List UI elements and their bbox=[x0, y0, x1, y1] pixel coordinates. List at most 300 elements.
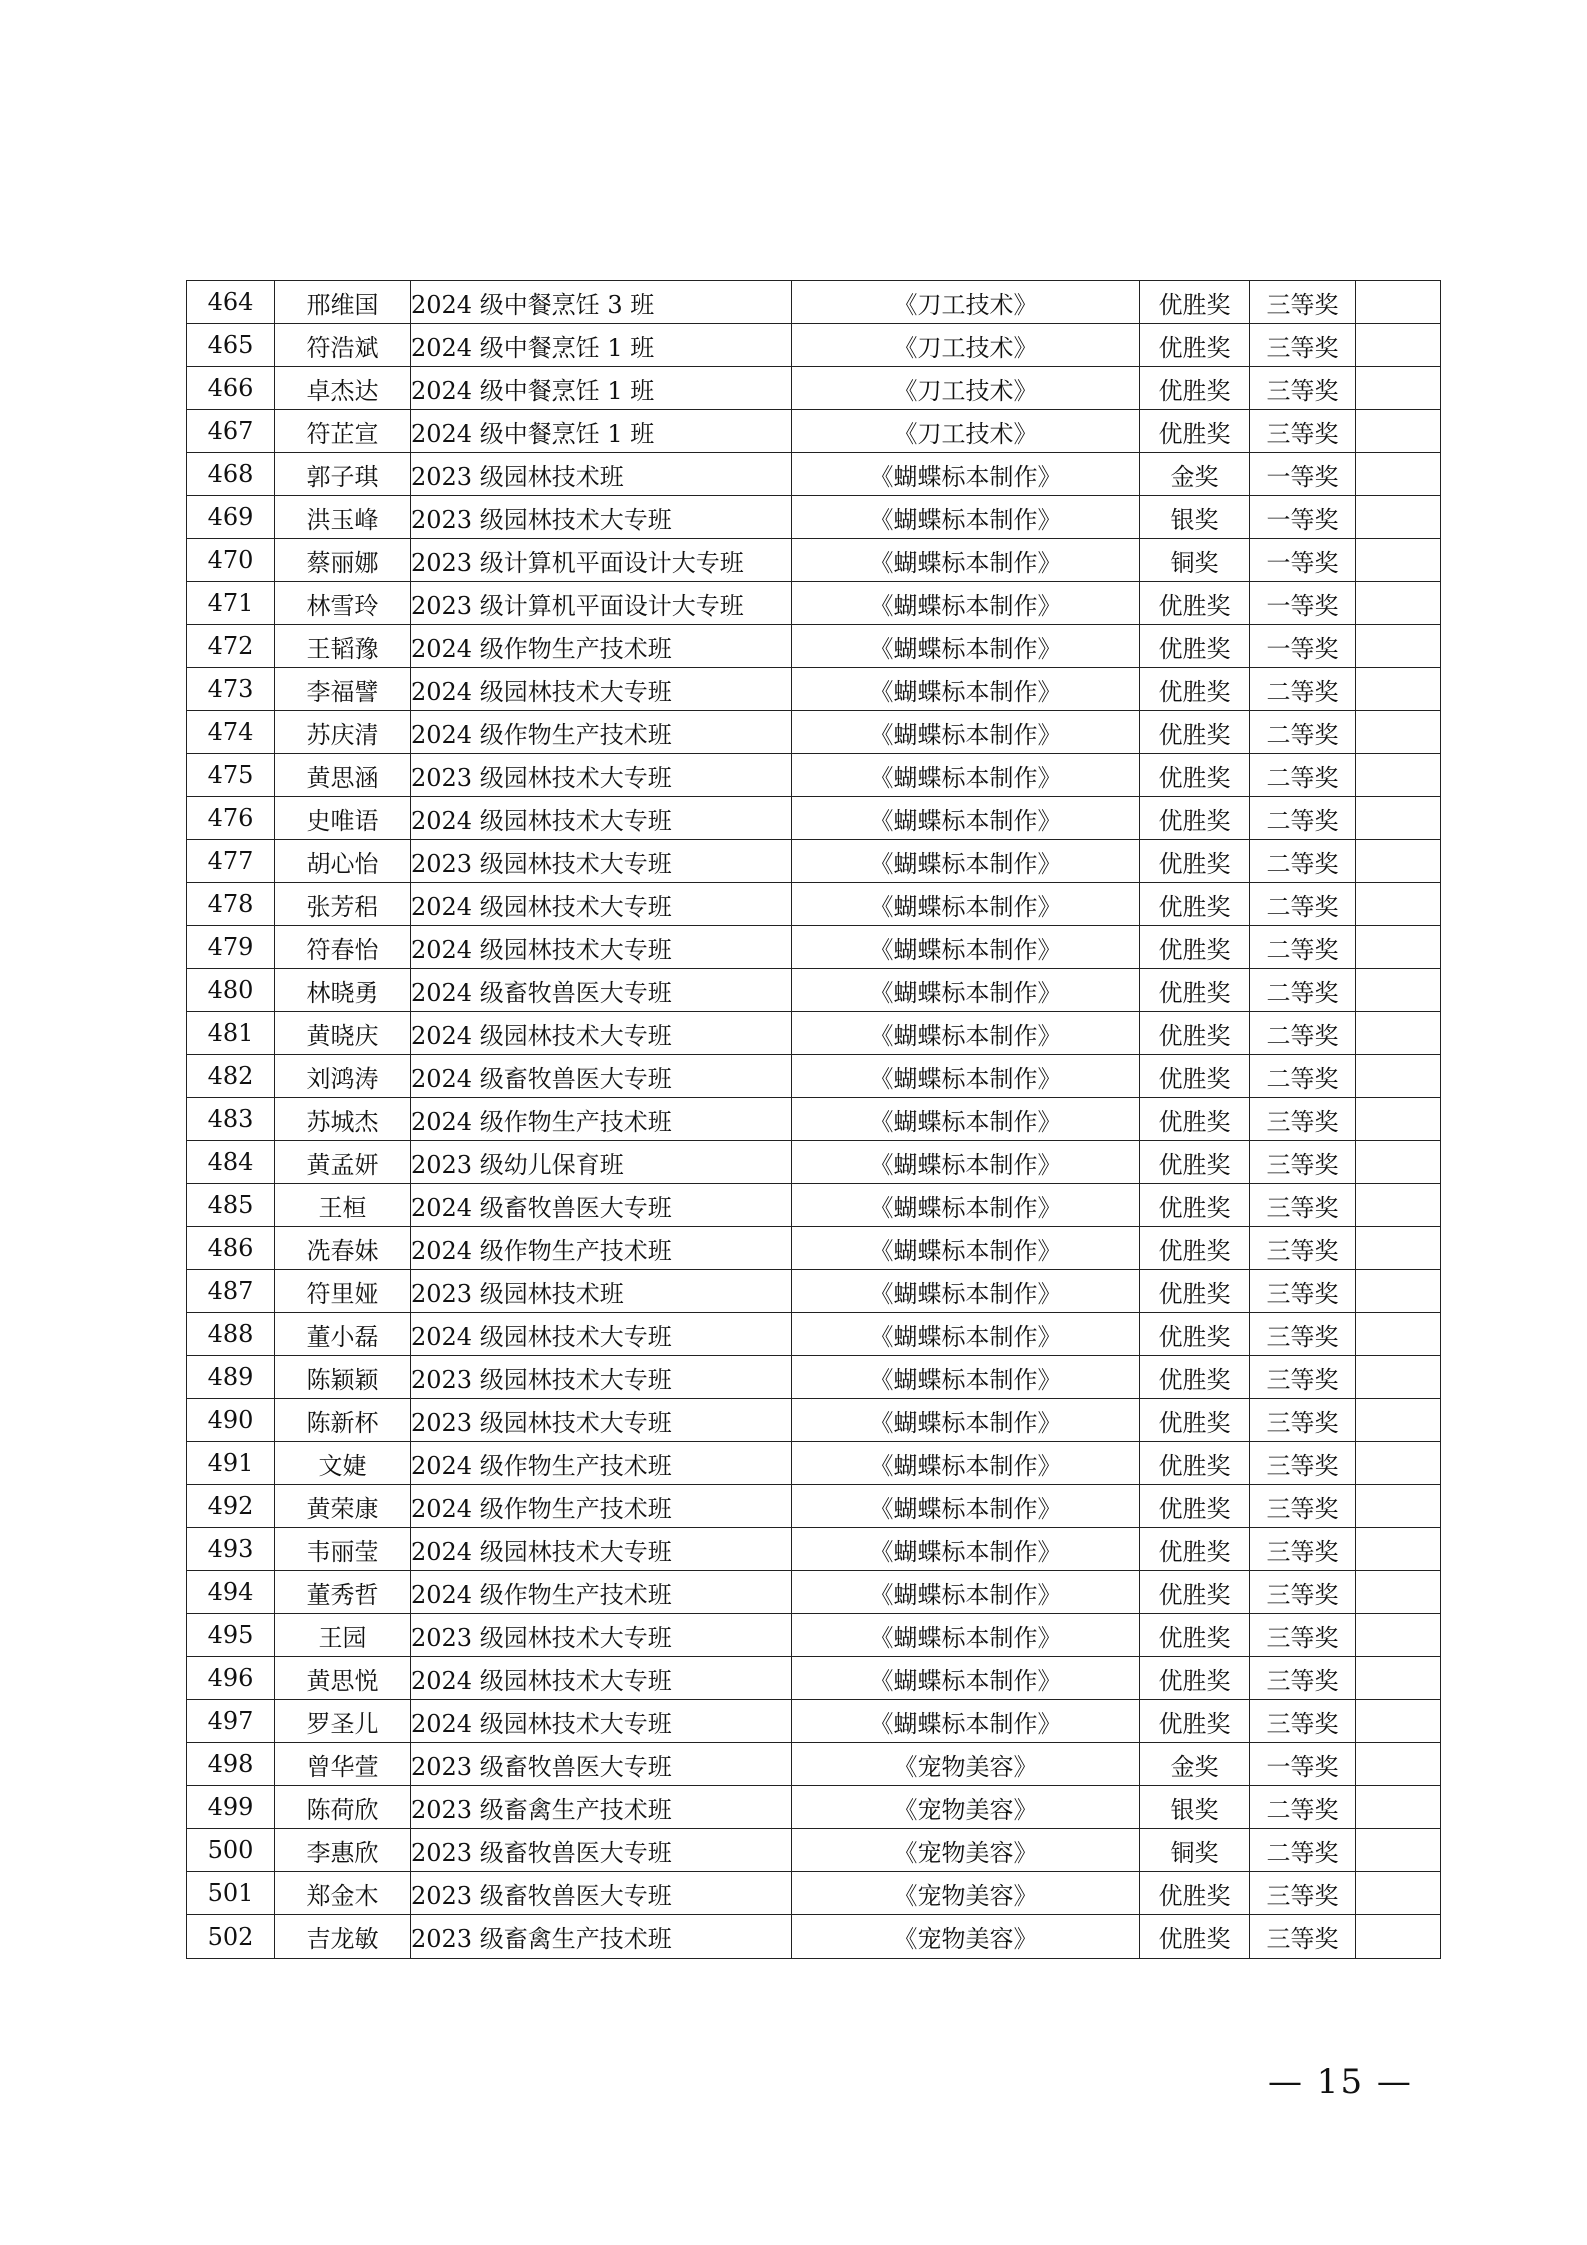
prize-grade: 三等奖 bbox=[1250, 1872, 1356, 1915]
table-row bbox=[187, 1571, 1441, 1614]
row-number: 496 bbox=[187, 1657, 275, 1700]
award-level: 优胜奖 bbox=[1140, 1657, 1250, 1700]
student-name: 林雪玲 bbox=[275, 582, 411, 625]
table-body bbox=[187, 281, 1441, 1959]
award-level: 优胜奖 bbox=[1140, 1270, 1250, 1313]
project-title: 《刀工技术》 bbox=[792, 281, 1140, 324]
class-name: 2024 级园林技术大专班 bbox=[411, 668, 792, 711]
class-name: 2023 级园林技术班 bbox=[411, 1270, 792, 1313]
prize-grade: 二等奖 bbox=[1250, 1786, 1356, 1829]
student-name: 陈荷欣 bbox=[275, 1786, 411, 1829]
award-level: 优胜奖 bbox=[1140, 883, 1250, 926]
project-title: 《刀工技术》 bbox=[792, 367, 1140, 410]
row-number: 464 bbox=[187, 281, 275, 324]
prize-grade: 二等奖 bbox=[1250, 668, 1356, 711]
remarks-cell bbox=[1356, 1700, 1441, 1743]
table-row bbox=[187, 453, 1441, 496]
table-row bbox=[187, 668, 1441, 711]
class-name: 2023 级园林技术大专班 bbox=[411, 1614, 792, 1657]
class-name: 2024 级中餐烹饪 1 班 bbox=[411, 410, 792, 453]
award-level: 优胜奖 bbox=[1140, 1012, 1250, 1055]
prize-grade: 一等奖 bbox=[1250, 453, 1356, 496]
class-name: 2024 级园林技术大专班 bbox=[411, 926, 792, 969]
student-name: 王桓 bbox=[275, 1184, 411, 1227]
table-row bbox=[187, 1184, 1441, 1227]
award-level: 优胜奖 bbox=[1140, 1915, 1250, 1959]
row-number: 478 bbox=[187, 883, 275, 926]
prize-grade: 三等奖 bbox=[1250, 1399, 1356, 1442]
student-name: 陈新杯 bbox=[275, 1399, 411, 1442]
table-row bbox=[187, 1700, 1441, 1743]
prize-grade: 三等奖 bbox=[1250, 1270, 1356, 1313]
remarks-cell bbox=[1356, 367, 1441, 410]
table-row bbox=[187, 1485, 1441, 1528]
student-name: 陈颖颖 bbox=[275, 1356, 411, 1399]
class-name: 2023 级畜牧兽医大专班 bbox=[411, 1829, 792, 1872]
student-name: 曾华萱 bbox=[275, 1743, 411, 1786]
award-level: 优胜奖 bbox=[1140, 1614, 1250, 1657]
row-number: 490 bbox=[187, 1399, 275, 1442]
remarks-cell bbox=[1356, 883, 1441, 926]
remarks-cell bbox=[1356, 1356, 1441, 1399]
class-name: 2024 级中餐烹饪 1 班 bbox=[411, 324, 792, 367]
row-number: 472 bbox=[187, 625, 275, 668]
remarks-cell bbox=[1356, 1055, 1441, 1098]
award-level: 优胜奖 bbox=[1140, 1184, 1250, 1227]
remarks-cell bbox=[1356, 496, 1441, 539]
remarks-cell bbox=[1356, 1485, 1441, 1528]
award-level: 优胜奖 bbox=[1140, 797, 1250, 840]
remarks-cell bbox=[1356, 539, 1441, 582]
row-number: 469 bbox=[187, 496, 275, 539]
row-number: 492 bbox=[187, 1485, 275, 1528]
remarks-cell bbox=[1356, 711, 1441, 754]
prize-grade: 三等奖 bbox=[1250, 324, 1356, 367]
table-row bbox=[187, 1528, 1441, 1571]
remarks-cell bbox=[1356, 1227, 1441, 1270]
class-name: 2023 级畜禽生产技术班 bbox=[411, 1786, 792, 1829]
class-name: 2024 级作物生产技术班 bbox=[411, 1442, 792, 1485]
remarks-cell bbox=[1356, 926, 1441, 969]
table-row bbox=[187, 797, 1441, 840]
row-number: 476 bbox=[187, 797, 275, 840]
class-name: 2024 级中餐烹饪 1 班 bbox=[411, 367, 792, 410]
project-title: 《宠物美容》 bbox=[792, 1872, 1140, 1915]
award-level: 优胜奖 bbox=[1140, 1528, 1250, 1571]
row-number: 480 bbox=[187, 969, 275, 1012]
class-name: 2024 级园林技术大专班 bbox=[411, 1528, 792, 1571]
project-title: 《蝴蝶标本制作》 bbox=[792, 1614, 1140, 1657]
project-title: 《蝴蝶标本制作》 bbox=[792, 539, 1140, 582]
student-name: 卓杰达 bbox=[275, 367, 411, 410]
student-name: 苏城杰 bbox=[275, 1098, 411, 1141]
remarks-cell bbox=[1356, 1571, 1441, 1614]
row-number: 485 bbox=[187, 1184, 275, 1227]
table-row bbox=[187, 367, 1441, 410]
class-name: 2024 级园林技术大专班 bbox=[411, 797, 792, 840]
remarks-cell bbox=[1356, 1098, 1441, 1141]
student-name: 黄晓庆 bbox=[275, 1012, 411, 1055]
class-name: 2024 级园林技术大专班 bbox=[411, 1313, 792, 1356]
remarks-cell bbox=[1356, 840, 1441, 883]
class-name: 2024 级园林技术大专班 bbox=[411, 1700, 792, 1743]
class-name: 2024 级作物生产技术班 bbox=[411, 711, 792, 754]
award-level: 优胜奖 bbox=[1140, 410, 1250, 453]
prize-grade: 三等奖 bbox=[1250, 1915, 1356, 1959]
row-number: 501 bbox=[187, 1872, 275, 1915]
remarks-cell bbox=[1356, 1915, 1441, 1959]
student-name: 罗圣儿 bbox=[275, 1700, 411, 1743]
prize-grade: 二等奖 bbox=[1250, 711, 1356, 754]
remarks-cell bbox=[1356, 582, 1441, 625]
prize-grade: 三等奖 bbox=[1250, 1227, 1356, 1270]
student-name: 邢维国 bbox=[275, 281, 411, 324]
table-row bbox=[187, 324, 1441, 367]
student-name: 林晓勇 bbox=[275, 969, 411, 1012]
remarks-cell bbox=[1356, 1528, 1441, 1571]
table-row bbox=[187, 1829, 1441, 1872]
award-level: 优胜奖 bbox=[1140, 969, 1250, 1012]
row-number: 470 bbox=[187, 539, 275, 582]
prize-grade: 三等奖 bbox=[1250, 1098, 1356, 1141]
student-name: 黄孟妍 bbox=[275, 1141, 411, 1184]
row-number: 481 bbox=[187, 1012, 275, 1055]
class-name: 2023 级园林技术大专班 bbox=[411, 754, 792, 797]
remarks-cell bbox=[1356, 453, 1441, 496]
class-name: 2024 级园林技术大专班 bbox=[411, 1657, 792, 1700]
table-row bbox=[187, 1786, 1441, 1829]
student-name: 韦丽莹 bbox=[275, 1528, 411, 1571]
remarks-cell bbox=[1356, 1313, 1441, 1356]
prize-grade: 二等奖 bbox=[1250, 1012, 1356, 1055]
student-name: 郑金木 bbox=[275, 1872, 411, 1915]
row-number: 466 bbox=[187, 367, 275, 410]
row-number: 495 bbox=[187, 1614, 275, 1657]
project-title: 《蝴蝶标本制作》 bbox=[792, 1270, 1140, 1313]
award-level: 优胜奖 bbox=[1140, 711, 1250, 754]
class-name: 2023 级园林技术大专班 bbox=[411, 1399, 792, 1442]
row-number: 499 bbox=[187, 1786, 275, 1829]
student-name: 黄思涵 bbox=[275, 754, 411, 797]
prize-grade: 三等奖 bbox=[1250, 1141, 1356, 1184]
prize-grade: 三等奖 bbox=[1250, 1485, 1356, 1528]
project-title: 《蝴蝶标本制作》 bbox=[792, 754, 1140, 797]
prize-grade: 三等奖 bbox=[1250, 1442, 1356, 1485]
table-row bbox=[187, 625, 1441, 668]
award-table bbox=[186, 280, 1441, 1959]
row-number: 465 bbox=[187, 324, 275, 367]
class-name: 2023 级畜禽生产技术班 bbox=[411, 1915, 792, 1959]
award-level: 优胜奖 bbox=[1140, 926, 1250, 969]
table-row bbox=[187, 711, 1441, 754]
student-name: 黄思悦 bbox=[275, 1657, 411, 1700]
row-number: 482 bbox=[187, 1055, 275, 1098]
project-title: 《蝴蝶标本制作》 bbox=[792, 668, 1140, 711]
award-level: 优胜奖 bbox=[1140, 1399, 1250, 1442]
class-name: 2023 级幼儿保育班 bbox=[411, 1141, 792, 1184]
table-row bbox=[187, 754, 1441, 797]
class-name: 2024 级作物生产技术班 bbox=[411, 1485, 792, 1528]
prize-grade: 三等奖 bbox=[1250, 1614, 1356, 1657]
remarks-cell bbox=[1356, 625, 1441, 668]
prize-grade: 一等奖 bbox=[1250, 1743, 1356, 1786]
row-number: 489 bbox=[187, 1356, 275, 1399]
class-name: 2023 级园林技术班 bbox=[411, 453, 792, 496]
row-number: 498 bbox=[187, 1743, 275, 1786]
project-title: 《蝴蝶标本制作》 bbox=[792, 496, 1140, 539]
remarks-cell bbox=[1356, 1184, 1441, 1227]
prize-grade: 一等奖 bbox=[1250, 496, 1356, 539]
award-level: 金奖 bbox=[1140, 1743, 1250, 1786]
project-title: 《宠物美容》 bbox=[792, 1743, 1140, 1786]
award-level: 优胜奖 bbox=[1140, 1227, 1250, 1270]
class-name: 2024 级作物生产技术班 bbox=[411, 1571, 792, 1614]
project-title: 《蝴蝶标本制作》 bbox=[792, 926, 1140, 969]
project-title: 《蝴蝶标本制作》 bbox=[792, 1657, 1140, 1700]
remarks-cell bbox=[1356, 754, 1441, 797]
page-number: — 15 — bbox=[1268, 2062, 1413, 2102]
remarks-cell bbox=[1356, 281, 1441, 324]
class-name: 2024 级作物生产技术班 bbox=[411, 1098, 792, 1141]
student-name: 张芳稆 bbox=[275, 883, 411, 926]
award-level: 优胜奖 bbox=[1140, 281, 1250, 324]
award-level: 优胜奖 bbox=[1140, 668, 1250, 711]
class-name: 2023 级园林技术大专班 bbox=[411, 840, 792, 883]
row-number: 486 bbox=[187, 1227, 275, 1270]
student-name: 史唯语 bbox=[275, 797, 411, 840]
prize-grade: 二等奖 bbox=[1250, 840, 1356, 883]
student-name: 符浩斌 bbox=[275, 324, 411, 367]
remarks-cell bbox=[1356, 410, 1441, 453]
student-name: 刘鸿涛 bbox=[275, 1055, 411, 1098]
award-level: 优胜奖 bbox=[1140, 582, 1250, 625]
student-name: 李惠欣 bbox=[275, 1829, 411, 1872]
prize-grade: 二等奖 bbox=[1250, 969, 1356, 1012]
remarks-cell bbox=[1356, 1743, 1441, 1786]
row-number: 477 bbox=[187, 840, 275, 883]
class-name: 2024 级作物生产技术班 bbox=[411, 1227, 792, 1270]
award-level: 优胜奖 bbox=[1140, 1571, 1250, 1614]
project-title: 《蝴蝶标本制作》 bbox=[792, 797, 1140, 840]
class-name: 2023 级计算机平面设计大专班 bbox=[411, 539, 792, 582]
class-name: 2023 级园林技术大专班 bbox=[411, 496, 792, 539]
award-level: 优胜奖 bbox=[1140, 1700, 1250, 1743]
student-name: 黄荣康 bbox=[275, 1485, 411, 1528]
remarks-cell bbox=[1356, 1872, 1441, 1915]
student-name: 苏庆清 bbox=[275, 711, 411, 754]
remarks-cell bbox=[1356, 1442, 1441, 1485]
remarks-cell bbox=[1356, 797, 1441, 840]
prize-grade: 三等奖 bbox=[1250, 1313, 1356, 1356]
student-name: 董小磊 bbox=[275, 1313, 411, 1356]
remarks-cell bbox=[1356, 1270, 1441, 1313]
project-title: 《刀工技术》 bbox=[792, 324, 1140, 367]
table-row bbox=[187, 281, 1441, 324]
award-level: 银奖 bbox=[1140, 1786, 1250, 1829]
table-row bbox=[187, 582, 1441, 625]
prize-grade: 三等奖 bbox=[1250, 1184, 1356, 1227]
project-title: 《蝴蝶标本制作》 bbox=[792, 1141, 1140, 1184]
table-row bbox=[187, 1872, 1441, 1915]
award-level: 优胜奖 bbox=[1140, 1098, 1250, 1141]
project-title: 《蝴蝶标本制作》 bbox=[792, 840, 1140, 883]
class-name: 2023 级畜牧兽医大专班 bbox=[411, 1743, 792, 1786]
project-title: 《蝴蝶标本制作》 bbox=[792, 625, 1140, 668]
class-name: 2024 级园林技术大专班 bbox=[411, 1012, 792, 1055]
table-row bbox=[187, 926, 1441, 969]
student-name: 符芷宣 bbox=[275, 410, 411, 453]
table-row bbox=[187, 1399, 1441, 1442]
prize-grade: 三等奖 bbox=[1250, 1528, 1356, 1571]
student-name: 王园 bbox=[275, 1614, 411, 1657]
project-title: 《蝴蝶标本制作》 bbox=[792, 969, 1140, 1012]
row-number: 502 bbox=[187, 1915, 275, 1959]
table-row bbox=[187, 1614, 1441, 1657]
project-title: 《宠物美容》 bbox=[792, 1786, 1140, 1829]
prize-grade: 二等奖 bbox=[1250, 1055, 1356, 1098]
prize-grade: 三等奖 bbox=[1250, 367, 1356, 410]
prize-grade: 三等奖 bbox=[1250, 1571, 1356, 1614]
row-number: 467 bbox=[187, 410, 275, 453]
award-level: 铜奖 bbox=[1140, 539, 1250, 582]
class-name: 2024 级园林技术大专班 bbox=[411, 883, 792, 926]
class-name: 2024 级中餐烹饪 3 班 bbox=[411, 281, 792, 324]
award-level: 优胜奖 bbox=[1140, 625, 1250, 668]
table-row bbox=[187, 1141, 1441, 1184]
award-level: 优胜奖 bbox=[1140, 1313, 1250, 1356]
row-number: 500 bbox=[187, 1829, 275, 1872]
student-name: 郭子琪 bbox=[275, 453, 411, 496]
row-number: 471 bbox=[187, 582, 275, 625]
remarks-cell bbox=[1356, 1399, 1441, 1442]
table-row bbox=[187, 1442, 1441, 1485]
table-row bbox=[187, 1227, 1441, 1270]
prize-grade: 一等奖 bbox=[1250, 625, 1356, 668]
prize-grade: 二等奖 bbox=[1250, 1829, 1356, 1872]
project-title: 《蝴蝶标本制作》 bbox=[792, 453, 1140, 496]
project-title: 《蝴蝶标本制作》 bbox=[792, 1399, 1140, 1442]
prize-grade: 二等奖 bbox=[1250, 883, 1356, 926]
award-level: 优胜奖 bbox=[1140, 1141, 1250, 1184]
table-row bbox=[187, 1743, 1441, 1786]
prize-grade: 二等奖 bbox=[1250, 754, 1356, 797]
project-title: 《刀工技术》 bbox=[792, 410, 1140, 453]
prize-grade: 三等奖 bbox=[1250, 1657, 1356, 1700]
prize-grade: 二等奖 bbox=[1250, 926, 1356, 969]
class-name: 2024 级畜牧兽医大专班 bbox=[411, 969, 792, 1012]
table-row bbox=[187, 410, 1441, 453]
student-name: 李福譬 bbox=[275, 668, 411, 711]
project-title: 《蝴蝶标本制作》 bbox=[792, 1227, 1140, 1270]
table-row bbox=[187, 1012, 1441, 1055]
project-title: 《宠物美容》 bbox=[792, 1915, 1140, 1959]
remarks-cell bbox=[1356, 1657, 1441, 1700]
student-name: 冼春妹 bbox=[275, 1227, 411, 1270]
student-name: 文婕 bbox=[275, 1442, 411, 1485]
table-row bbox=[187, 1356, 1441, 1399]
remarks-cell bbox=[1356, 1141, 1441, 1184]
award-level: 优胜奖 bbox=[1140, 840, 1250, 883]
prize-grade: 三等奖 bbox=[1250, 1700, 1356, 1743]
class-name: 2024 级畜牧兽医大专班 bbox=[411, 1055, 792, 1098]
table-row bbox=[187, 1098, 1441, 1141]
remarks-cell bbox=[1356, 1829, 1441, 1872]
project-title: 《蝴蝶标本制作》 bbox=[792, 1012, 1140, 1055]
student-name: 蔡丽娜 bbox=[275, 539, 411, 582]
project-title: 《蝴蝶标本制作》 bbox=[792, 711, 1140, 754]
remarks-cell bbox=[1356, 668, 1441, 711]
prize-grade: 一等奖 bbox=[1250, 539, 1356, 582]
award-level: 铜奖 bbox=[1140, 1829, 1250, 1872]
project-title: 《蝴蝶标本制作》 bbox=[792, 582, 1140, 625]
award-level: 优胜奖 bbox=[1140, 1442, 1250, 1485]
student-name: 王韬豫 bbox=[275, 625, 411, 668]
project-title: 《蝴蝶标本制作》 bbox=[792, 1184, 1140, 1227]
remarks-cell bbox=[1356, 969, 1441, 1012]
class-name: 2024 级作物生产技术班 bbox=[411, 625, 792, 668]
project-title: 《蝴蝶标本制作》 bbox=[792, 883, 1140, 926]
row-number: 487 bbox=[187, 1270, 275, 1313]
row-number: 479 bbox=[187, 926, 275, 969]
award-level: 优胜奖 bbox=[1140, 324, 1250, 367]
remarks-cell bbox=[1356, 1012, 1441, 1055]
row-number: 484 bbox=[187, 1141, 275, 1184]
row-number: 473 bbox=[187, 668, 275, 711]
prize-grade: 一等奖 bbox=[1250, 582, 1356, 625]
table-row bbox=[187, 840, 1441, 883]
class-name: 2024 级畜牧兽医大专班 bbox=[411, 1184, 792, 1227]
row-number: 475 bbox=[187, 754, 275, 797]
project-title: 《蝴蝶标本制作》 bbox=[792, 1571, 1140, 1614]
class-name: 2023 级畜牧兽医大专班 bbox=[411, 1872, 792, 1915]
table-row bbox=[187, 1055, 1441, 1098]
table-row bbox=[187, 496, 1441, 539]
row-number: 488 bbox=[187, 1313, 275, 1356]
remarks-cell bbox=[1356, 1614, 1441, 1657]
table-row bbox=[187, 883, 1441, 926]
award-level: 优胜奖 bbox=[1140, 1872, 1250, 1915]
student-name: 胡心怡 bbox=[275, 840, 411, 883]
row-number: 474 bbox=[187, 711, 275, 754]
project-title: 《蝴蝶标本制作》 bbox=[792, 1098, 1140, 1141]
award-level: 优胜奖 bbox=[1140, 1356, 1250, 1399]
prize-grade: 三等奖 bbox=[1250, 281, 1356, 324]
student-name: 洪玉峰 bbox=[275, 496, 411, 539]
project-title: 《蝴蝶标本制作》 bbox=[792, 1528, 1140, 1571]
award-level: 金奖 bbox=[1140, 453, 1250, 496]
student-name: 符里娅 bbox=[275, 1270, 411, 1313]
row-number: 493 bbox=[187, 1528, 275, 1571]
table-row bbox=[187, 1270, 1441, 1313]
table-row bbox=[187, 1657, 1441, 1700]
award-level: 优胜奖 bbox=[1140, 754, 1250, 797]
project-title: 《蝴蝶标本制作》 bbox=[792, 1356, 1140, 1399]
project-title: 《蝴蝶标本制作》 bbox=[792, 1700, 1140, 1743]
project-title: 《蝴蝶标本制作》 bbox=[792, 1485, 1140, 1528]
prize-grade: 三等奖 bbox=[1250, 410, 1356, 453]
class-name: 2023 级园林技术大专班 bbox=[411, 1356, 792, 1399]
project-title: 《宠物美容》 bbox=[792, 1829, 1140, 1872]
remarks-cell bbox=[1356, 324, 1441, 367]
award-level: 优胜奖 bbox=[1140, 1485, 1250, 1528]
class-name: 2023 级计算机平面设计大专班 bbox=[411, 582, 792, 625]
remarks-cell bbox=[1356, 1786, 1441, 1829]
prize-grade: 三等奖 bbox=[1250, 1356, 1356, 1399]
table-row bbox=[187, 1313, 1441, 1356]
student-name: 董秀哲 bbox=[275, 1571, 411, 1614]
table-row bbox=[187, 969, 1441, 1012]
table-row bbox=[187, 1915, 1441, 1959]
